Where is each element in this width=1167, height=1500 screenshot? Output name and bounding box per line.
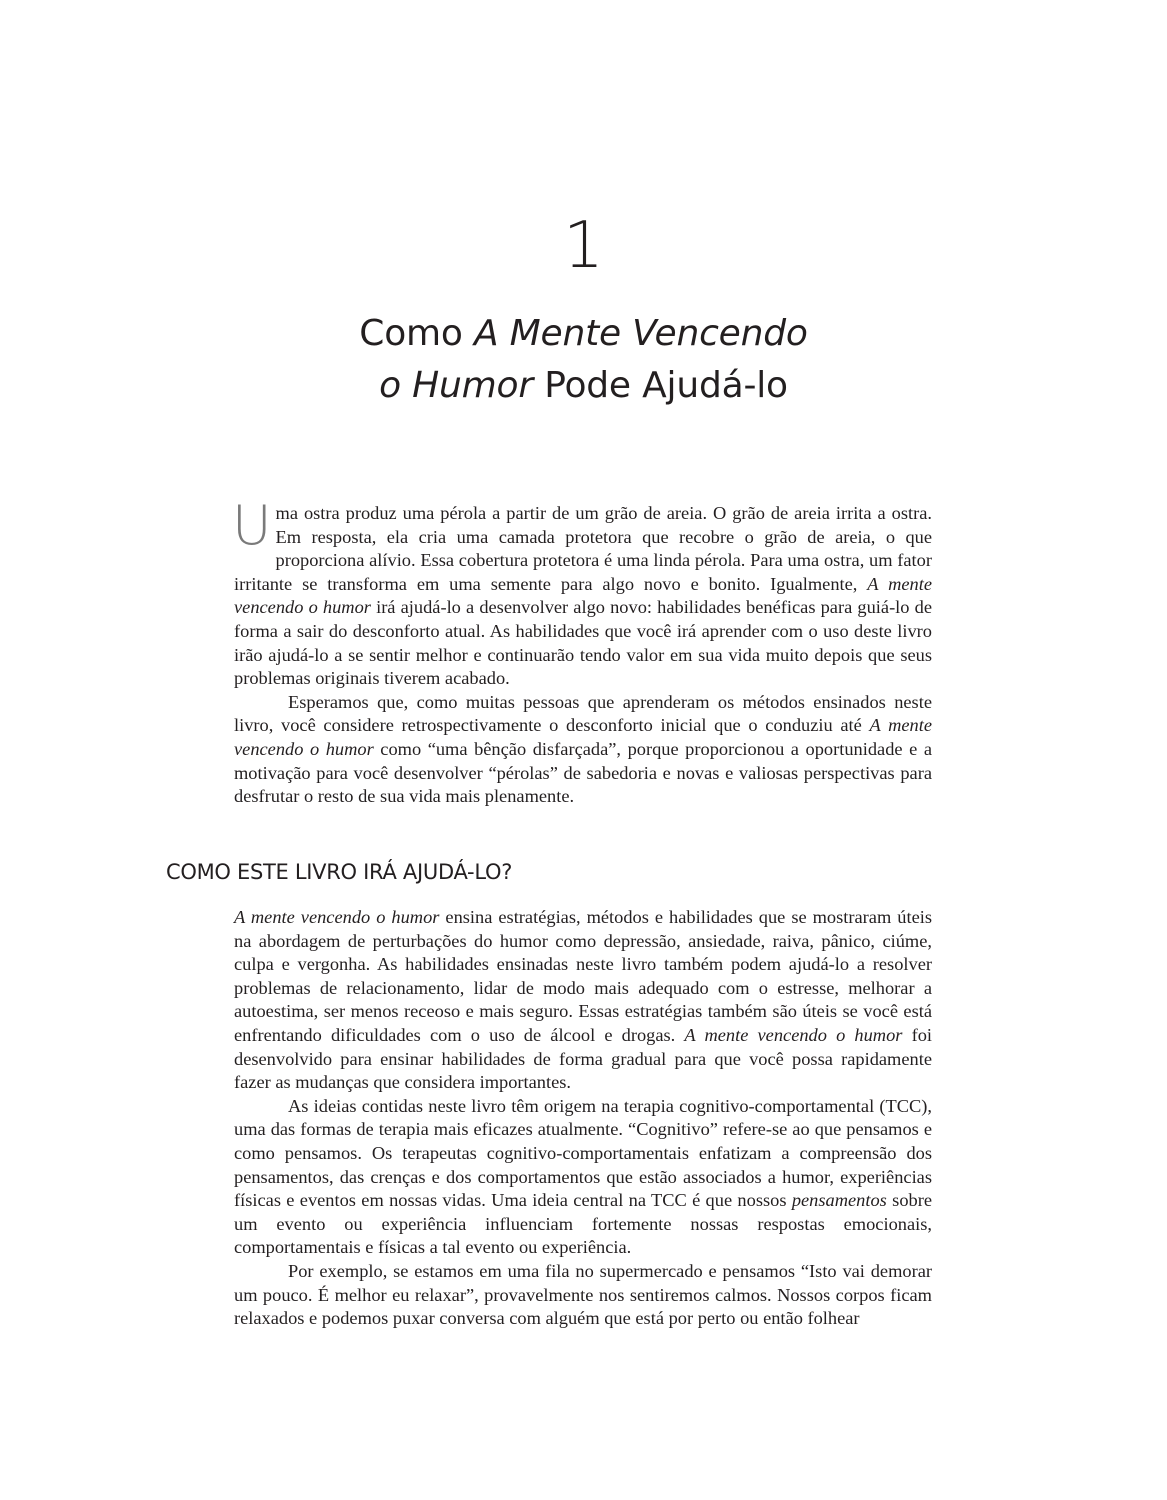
- section-heading: COMO ESTE LIVRO IRÁ AJUDÁ-LO?: [166, 860, 513, 884]
- chapter-title: [0, 308, 1167, 412]
- book-title-italic: A mente vencendo o humor: [234, 573, 932, 618]
- emphasis-italic: pensamentos: [791, 1190, 887, 1211]
- chapter-number: 1: [563, 209, 604, 283]
- intro-text: [232, 494, 932, 809]
- book-title-italic: A mente vencendo o humor: [234, 715, 932, 759]
- chapter-title-line-2: o Humor Pode Ajudá-lo: [379, 365, 788, 406]
- drop-cap: U: [232, 494, 272, 557]
- section-text: [234, 906, 932, 1331]
- section-paragraph-2: As ideias contidas neste livro têm origem na terapia cognitivo-comportamental (TCC), uma das formas de terapia mais eficazes atualmente. “Cognitivo” refere-se ao que pensamos e como pensamos. Os terapeutas cognitivo-comportamentais enfatizam a compreensão dos pensamentos, das crenças e dos comportamentos que estão associados a humor, experiências físicas e eventos em nossas vidas. Uma ideia central na TCC é que nossos pensamentos sobre um evento ou experiência influenciam fortemente nossas respostas emocionais, comportamentais e físicas a tal evento ou experiência.: [234, 1095, 932, 1258]
- chapter-title-line-1: Como A Mente Vencendo: [359, 313, 808, 354]
- intro-paragraph-2: Esperamos que, como muitas pessoas que aprenderam os métodos ensinados neste livro, você considere retrospectivamente o desconforto inicial que o conduziu até A mente vencendo o humor como “uma bênção disfarçada”, porque proporcionou a oportunidade e a motivação para você desenvolver “pérolas” de sabedoria e novas e valiosas perspectivas para desfrutar o resto de sua vida mais plenamente.: [234, 691, 932, 807]
- section-paragraph-3: Por exemplo, se estamos em uma fila no supermercado e pensamos “Isto vai demorar um pouco. É melhor eu relaxar”, provavelmente nos sentiremos calmos. Nossos corpos ficam relaxados e podemos puxar conversa com alguém que está por perto ou então folhear: [234, 1260, 932, 1329]
- section-paragraph-1: A mente vencendo o humor ensina estratégias, métodos e habilidades que se mostraram úteis na abordagem de perturbações do humor como depressão, ansiedade, raiva, pânico, ciúme, culpa e vergonha. As habilidades ensinadas neste livro também podem ajudá-lo a resolver problemas de relacionamento, lidar de modo mais adequado com o estresse, melhorar a autoestima, ser menos receoso e mais seguro. Essas estratégias também são úteis se você está enfrentando dificuldades com o uso de álcool e drogas. A mente vencendo o humor foi desenvolvido para ensinar habilidades de forma gradual para que você possa rapidamente fazer as mudanças que considera importantes.: [234, 907, 933, 1093]
- book-title-italic: A mente vencendo o humor: [684, 1024, 903, 1045]
- book-title-italic: A mente vencendo o humor: [234, 907, 440, 927]
- intro-paragraph-1: Uma ostra produz uma pérola a partir de um grão de areia. O grão de areia irrita a ostra. Em resposta, ela cria uma camada protetora que recobre o grão de areia, o que proporciona alívio. Essa cobertura protetora é uma linda pérola. Para uma ostra, um fator irritante se transforma em uma semente para algo novo e bonito. Igualmente, A mente vencendo o humor irá ajudá-lo a desenvolver algo novo: habilidades benéficas para guiá-lo de forma a sair do desconforto atual. As habilidades que você irá aprender com o uso deste livro irão ajudá-lo a se sentir melhor e continuarão tendo valor em sua vida muito depois que seus problemas originais tiverem acabado.: [232, 494, 932, 689]
